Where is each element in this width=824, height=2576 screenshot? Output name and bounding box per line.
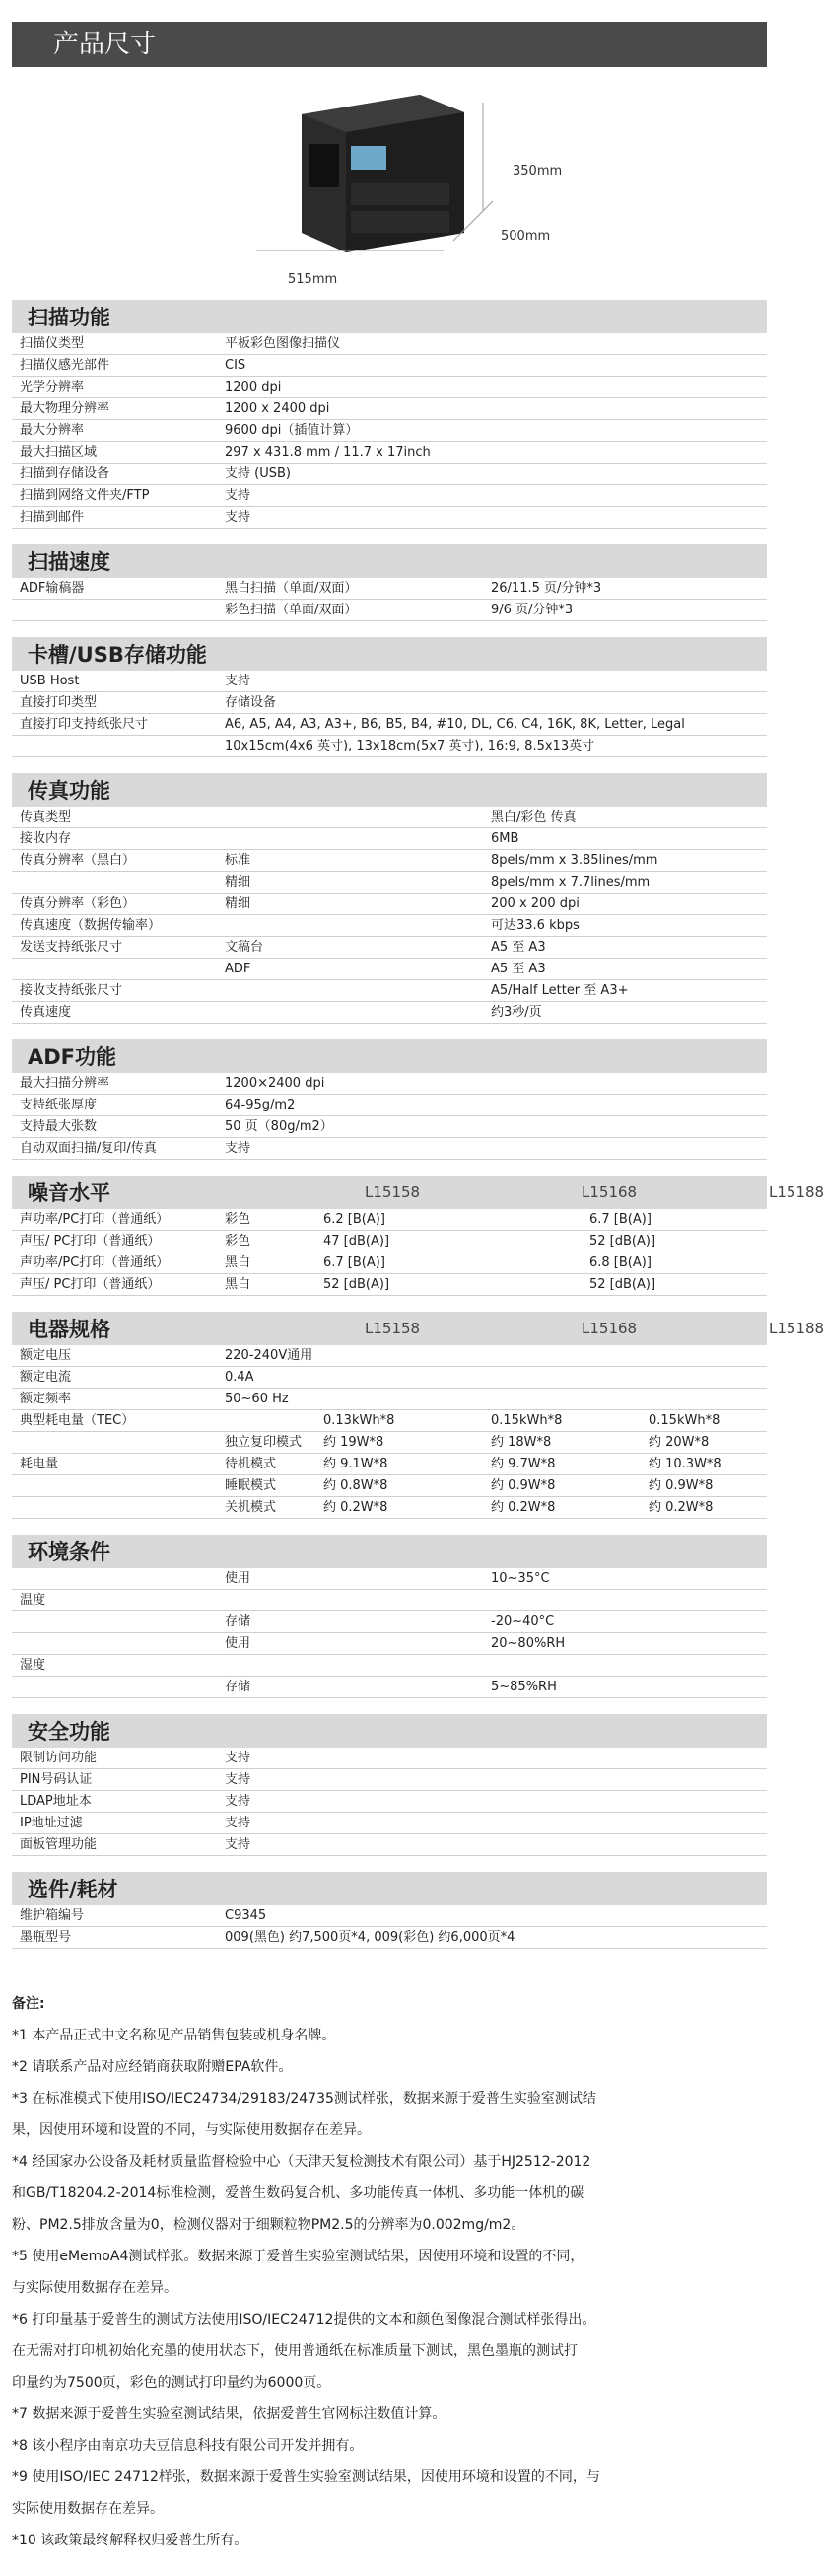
spec-value: CIS — [225, 358, 246, 373]
spec-value: ADF — [225, 962, 251, 976]
spec-value: 0.15kWh*8 — [649, 1413, 721, 1428]
spec-value: 文稿台 — [225, 940, 264, 955]
spec-value: 使用 — [225, 1636, 251, 1651]
spec-value: 关机模式 — [225, 1500, 277, 1515]
section-title: 扫描速度 — [12, 544, 767, 578]
spec-row — [12, 1095, 767, 1116]
spec-row — [12, 485, 767, 507]
spec-row — [12, 1655, 767, 1677]
spec-value: 6.8 [B(A)] — [589, 1255, 652, 1270]
spec-label — [12, 959, 219, 979]
spec-row — [12, 1432, 767, 1454]
spec-value: 52 [dB(A)] — [589, 1277, 656, 1292]
spec-row — [12, 1475, 767, 1497]
spec-row — [12, 1905, 767, 1927]
spec-row — [12, 442, 767, 464]
spec-row — [12, 1389, 767, 1410]
spec-label: USB Host — [20, 674, 80, 688]
spec-value: 支持 — [225, 1751, 251, 1765]
spec-row — [12, 1791, 767, 1813]
spec-label — [12, 1611, 219, 1632]
spec-value: 8pels/mm x 3.85lines/mm — [491, 853, 658, 868]
spec-value: 约 9.7W*8 — [491, 1457, 556, 1471]
spec-value: 存储 — [225, 1614, 251, 1629]
spec-row — [12, 333, 767, 355]
spec-value: A6, A5, A4, A3, A3+, B6, B5, B4, #10, DL, C6, C4, 16K, 8K, Letter, Legal — [225, 717, 685, 732]
model-column-header: L15158 — [365, 1320, 421, 1337]
spec-value — [485, 1655, 763, 1676]
section-title: 扫描功能 — [12, 300, 767, 333]
spec-value: 支持 — [225, 1816, 251, 1830]
spec-row — [12, 600, 767, 621]
spec-value — [219, 1410, 317, 1431]
note-item: *4 经国家办公设备及耗材质量监督检验中心（天津天复检测技术有限公司）基于HJ2512-2012 — [12, 2154, 591, 2170]
spec-label: 声功率/PC打印（普通纸） — [20, 1212, 170, 1227]
spec-label: 发送支持纸张尺寸 — [20, 940, 123, 955]
note-item: 实际使用数据存在差异。 — [12, 2501, 164, 2517]
spec-sections — [0, 300, 824, 1965]
spec-label: 传真类型 — [20, 810, 72, 824]
spec-value: 1200 dpi — [225, 380, 282, 394]
spec-value: 平板彩色图像扫描仪 — [225, 336, 341, 351]
spec-label: 扫描仪感光部件 — [20, 358, 110, 373]
spec-row — [12, 872, 767, 894]
model-column-header: L15168 — [582, 1320, 638, 1337]
spec-row — [12, 1116, 767, 1138]
note-item: 在无需对打印机初始化充墨的使用状态下，使用普通纸在标准质量下测试，黑色墨瓶的测试打 — [12, 2343, 578, 2359]
spec-row — [12, 828, 767, 850]
spec-value: 支持 — [225, 1141, 251, 1156]
spec-label: 接收支持纸张尺寸 — [20, 983, 123, 998]
spec-label: 扫描到网络文件夹/FTP — [20, 488, 150, 503]
spec-row — [12, 1927, 767, 1949]
spec-value: 1200×2400 dpi — [225, 1076, 325, 1091]
spec-row — [12, 1138, 767, 1160]
spec-value — [219, 828, 485, 849]
spec-value: A5 至 A3 — [491, 940, 546, 955]
spec-row — [12, 1497, 767, 1519]
dimension-lines — [197, 93, 611, 300]
spec-value: 200 x 200 dpi — [491, 896, 580, 911]
note-item: *8 该小程序由南京功夫豆信息科技有限公司开发并拥有。 — [12, 2438, 364, 2454]
spec-value: 1200 x 2400 dpi — [225, 401, 330, 416]
spec-label: 最大物理分辨率 — [20, 401, 110, 416]
spec-row — [12, 355, 767, 377]
spec-row — [12, 736, 767, 757]
spec-label: 声功率/PC打印（普通纸） — [20, 1255, 170, 1270]
spec-value: 50~60 Hz — [225, 1392, 289, 1406]
model-column-header: L15158 — [365, 1183, 421, 1201]
spec-value: 支持 — [225, 1794, 251, 1809]
spec-value: 64-95g/m2 — [225, 1098, 296, 1112]
note-item: *3 在标准模式下使用ISO/IEC24734/29183/24735测试样张，数据来源于爱普生实验室测试结 — [12, 2091, 596, 2107]
spec-value: 支持 — [225, 488, 251, 503]
spec-value: 约 0.8W*8 — [323, 1478, 388, 1493]
note-item: *1 本产品正式中文名称见产品销售包装或机身名牌。 — [12, 2028, 336, 2043]
spec-row — [12, 915, 767, 937]
spec-value: 约 0.9W*8 — [649, 1478, 714, 1493]
spec-label: 传真速度（数据传输率） — [20, 918, 162, 933]
notes-title: 备注: — [12, 1996, 45, 2012]
spec-label — [12, 736, 219, 756]
spec-row — [12, 671, 767, 692]
product-dimension-figure — [0, 73, 779, 300]
spec-row — [12, 1813, 767, 1834]
spec-label: 维护箱编号 — [20, 1908, 85, 1923]
spec-value: 支持 (USB) — [225, 466, 291, 481]
spec-value: 彩色 — [225, 1234, 251, 1249]
spec-value: 支持 — [225, 674, 251, 688]
spec-label: 扫描仪类型 — [20, 336, 85, 351]
spec-section — [12, 773, 767, 1024]
spec-label: 额定频率 — [20, 1392, 72, 1406]
spec-value: 220-240V通用 — [225, 1348, 313, 1363]
model-column-header: L15188 — [769, 1183, 824, 1201]
spec-value: 约 0.2W*8 — [323, 1500, 388, 1515]
spec-value: 8pels/mm x 7.7lines/mm — [491, 875, 651, 890]
spec-row — [12, 1568, 767, 1590]
spec-value: 0.15kWh*8 — [491, 1413, 563, 1428]
spec-value — [219, 1655, 485, 1676]
spec-label: 最大扫描区域 — [20, 445, 98, 460]
spec-value: 约 0.2W*8 — [649, 1500, 714, 1515]
spec-label: 传真分辨率（彩色） — [20, 896, 136, 911]
note-item: *7 数据来源于爱普生实验室测试结果，依据爱普生官网标注数值计算。 — [12, 2406, 446, 2422]
spec-value: -20~40°C — [491, 1614, 555, 1629]
spec-row — [12, 937, 767, 959]
spec-value: 待机模式 — [225, 1457, 277, 1471]
spec-row — [12, 1410, 767, 1432]
width-label: 515mm — [288, 272, 338, 287]
spec-value: 9/6 页/分钟*3 — [491, 603, 574, 617]
spec-value — [219, 1002, 485, 1023]
spec-value: 0.4A — [225, 1370, 254, 1385]
section-title: 电器规格 L15158 L15168 L15188 — [12, 1312, 767, 1345]
spec-value: 47 [dB(A)] — [323, 1234, 390, 1249]
spec-value: 10~35°C — [491, 1571, 550, 1586]
spec-row — [12, 714, 767, 736]
spec-section — [12, 637, 767, 757]
spec-value: 黑白 — [225, 1255, 251, 1270]
spec-value: 20~80%RH — [491, 1636, 566, 1651]
spec-value: 约 10.3W*8 — [649, 1457, 721, 1471]
section-title: 选件/耗材 — [12, 1872, 767, 1905]
section-title: 噪音水平 L15158 L15168 L15188 — [12, 1176, 767, 1209]
spec-value: 彩色 — [225, 1212, 251, 1227]
spec-value: 精细 — [225, 896, 251, 911]
spec-value — [219, 1590, 485, 1610]
spec-row — [12, 1274, 767, 1296]
spec-value — [219, 915, 485, 936]
spec-value: 009(黑色) 约7,500页*4, 009(彩色) 约6,000页*4 — [225, 1930, 515, 1945]
spec-label: 光学分辨率 — [20, 380, 85, 394]
spec-value: 彩色扫描（单面/双面） — [225, 603, 358, 617]
spec-value: 5~85%RH — [491, 1680, 557, 1694]
note-item: 与实际使用数据存在差异。 — [12, 2280, 177, 2296]
spec-label: 自动双面扫描/复印/传真 — [20, 1141, 157, 1156]
spec-row — [12, 1611, 767, 1633]
spec-value: 6.7 [B(A)] — [323, 1255, 385, 1270]
spec-section — [12, 1872, 767, 1949]
spec-label: 声压/ PC打印（普通纸） — [20, 1234, 161, 1249]
spec-row — [12, 959, 767, 980]
spec-section — [12, 1176, 824, 1296]
spec-label — [12, 1568, 219, 1589]
spec-label: 湿度 — [20, 1658, 46, 1673]
spec-label: LDAP地址本 — [20, 1794, 92, 1809]
spec-label: 扫描到存储设备 — [20, 466, 110, 481]
spec-label: 支持最大张数 — [20, 1119, 98, 1134]
note-item: *9 使用ISO/IEC 24712样张，数据来源于爱普生实验室测试结果，因使用环境和设置的不同，与 — [12, 2469, 600, 2485]
spec-label: 传真速度 — [20, 1005, 72, 1020]
spec-value: 6MB — [491, 831, 519, 846]
note-item: 和GB/T18204.2-2014标准检测，爱普生数码复合机、多功能传真一体机、多功能一体机的碳 — [12, 2185, 584, 2201]
height-label: 350mm — [513, 164, 563, 179]
spec-label: 传真分辨率（黑白） — [20, 853, 136, 868]
spec-row — [12, 980, 767, 1002]
spec-row — [12, 507, 767, 529]
spec-section — [12, 1714, 767, 1856]
spec-value: 约3秒/页 — [491, 1005, 542, 1020]
spec-value: 10x15cm(4x6 英寸), 13x18cm(5x7 英寸), 16:9, 8.5x13英寸 — [225, 739, 595, 753]
spec-label: 温度 — [20, 1593, 46, 1608]
note-item: 印量约为7500页，彩色的测试打印量约为6000页。 — [12, 2375, 331, 2391]
spec-label — [12, 1432, 219, 1453]
section-title: 环境条件 — [12, 1535, 767, 1568]
spec-value — [485, 1590, 763, 1610]
spec-value: 9600 dpi（插值计算） — [225, 423, 359, 438]
spec-row — [12, 850, 767, 872]
spec-value: 黑白/彩色 传真 — [491, 810, 577, 824]
spec-value: 支持 — [225, 1837, 251, 1852]
note-item: 果，因使用环境和设置的不同，与实际使用数据存在差异。 — [12, 2122, 371, 2138]
spec-label: 最大分辨率 — [20, 423, 85, 438]
notes — [12, 1988, 767, 2576]
spec-row — [12, 1231, 767, 1252]
spec-value: 52 [dB(A)] — [323, 1277, 390, 1292]
spec-label: 扫描到邮件 — [20, 510, 85, 525]
spec-value: 黑白 — [225, 1277, 251, 1292]
spec-value: 约 20W*8 — [649, 1435, 710, 1450]
spec-value: 297 x 431.8 mm / 11.7 x 17inch — [225, 445, 431, 460]
depth-label: 500mm — [501, 229, 551, 244]
spec-label: 墨瓶型号 — [20, 1930, 72, 1945]
note-item: 粉、PM2.5排放含量为0，检测仪器对于细颗粒物PM2.5的分辨率为0.002mg/m2。 — [12, 2217, 525, 2233]
spec-value: 26/11.5 页/分钟*3 — [491, 581, 602, 596]
note-item: *6 打印量基于爱普生的测试方法使用ISO/IEC24712提供的文本和颜色图像混合测试样张得出。 — [12, 2312, 596, 2327]
spec-value — [219, 807, 485, 827]
spec-label — [12, 1475, 219, 1496]
spec-label: 接收内存 — [20, 831, 72, 846]
spec-row — [12, 1834, 767, 1856]
spec-section — [12, 1312, 824, 1519]
note-item: *2 请联系产品对应经销商获取附赠EPA软件。 — [12, 2059, 293, 2075]
spec-value: 使用 — [225, 1571, 251, 1586]
spec-value — [219, 980, 485, 1001]
spec-value: 约 9.1W*8 — [323, 1457, 388, 1471]
spec-row — [12, 1209, 767, 1231]
spec-row — [12, 377, 767, 398]
spec-label: 额定电流 — [20, 1370, 72, 1385]
spec-label: PIN号码认证 — [20, 1772, 93, 1787]
spec-label — [12, 600, 219, 620]
spec-label — [12, 872, 219, 893]
spec-row — [12, 1590, 767, 1611]
spec-value: 50 页（80g/m2） — [225, 1119, 333, 1134]
spec-label: 最大扫描分辨率 — [20, 1076, 110, 1091]
spec-row — [12, 1002, 767, 1024]
spec-row — [12, 464, 767, 485]
spec-label: 直接打印支持纸张尺寸 — [20, 717, 149, 732]
note-item: *5 使用eMemoA4测试样张。数据来源于爱普生实验室测试结果，因使用环境和设置的不同， — [12, 2249, 584, 2264]
spec-value: C9345 — [225, 1908, 267, 1923]
spec-value: 存储 — [225, 1680, 251, 1694]
note-item: *10 该政策最终解释权归爱普生所有。 — [12, 2533, 248, 2548]
spec-value: 52 [dB(A)] — [589, 1234, 656, 1249]
spec-row — [12, 1748, 767, 1769]
spec-value: 约 19W*8 — [323, 1435, 384, 1450]
spec-row — [12, 807, 767, 828]
spec-row — [12, 1633, 767, 1655]
spec-row — [12, 1367, 767, 1389]
page-header — [0, 0, 779, 73]
spec-row — [12, 1677, 767, 1698]
page-title: 产品尺寸 — [12, 22, 767, 67]
spec-value: 睡眠模式 — [225, 1478, 277, 1493]
model-column-header: L15188 — [769, 1320, 824, 1337]
spec-row — [12, 692, 767, 714]
spec-value: A5/Half Letter 至 A3+ — [491, 983, 629, 998]
spec-value: 约 0.9W*8 — [491, 1478, 556, 1493]
spec-value: 独立复印模式 — [225, 1435, 303, 1450]
spec-row — [12, 1454, 767, 1475]
spec-row — [12, 894, 767, 915]
spec-section — [12, 1039, 767, 1160]
spec-label: 耗电量 — [20, 1457, 59, 1471]
spec-row — [12, 420, 767, 442]
spec-label: 支持纸张厚度 — [20, 1098, 98, 1112]
spec-value: 精细 — [225, 875, 251, 890]
spec-section — [12, 1535, 767, 1698]
spec-value: A5 至 A3 — [491, 962, 546, 976]
spec-row — [12, 578, 767, 600]
spec-value: 可达33.6 kbps — [491, 918, 580, 933]
section-title: 传真功能 — [12, 773, 767, 807]
section-title: 卡槽/USB存储功能 — [12, 637, 767, 671]
spec-label: 额定电压 — [20, 1348, 72, 1363]
spec-label: IP地址过滤 — [20, 1816, 83, 1830]
section-title: 安全功能 — [12, 1714, 767, 1748]
spec-label: 声压/ PC打印（普通纸） — [20, 1277, 161, 1292]
spec-section — [12, 300, 767, 529]
spec-value: 支持 — [225, 510, 251, 525]
spec-row — [12, 1073, 767, 1095]
section-title: ADF功能 — [12, 1039, 767, 1073]
spec-value: 标准 — [225, 853, 251, 868]
spec-value: 0.13kWh*8 — [323, 1413, 395, 1428]
spec-value: 黑白扫描（单面/双面） — [225, 581, 358, 596]
spec-row — [12, 1345, 767, 1367]
spec-label — [12, 1497, 219, 1518]
spec-value: 6.7 [B(A)] — [589, 1212, 652, 1227]
spec-value: 6.2 [B(A)] — [323, 1212, 385, 1227]
spec-section — [12, 544, 767, 621]
spec-row — [12, 398, 767, 420]
model-column-header: L15168 — [582, 1183, 638, 1201]
spec-label: 限制访问功能 — [20, 1751, 98, 1765]
spec-value: 约 18W*8 — [491, 1435, 552, 1450]
spec-label: 面板管理功能 — [20, 1837, 98, 1852]
spec-label — [12, 1633, 219, 1654]
spec-label: 典型耗电量（TEC） — [20, 1413, 135, 1428]
spec-value: 支持 — [225, 1772, 251, 1787]
spec-row — [12, 1769, 767, 1791]
spec-label — [12, 1677, 219, 1697]
spec-label: 直接打印类型 — [20, 695, 98, 710]
spec-value: 约 0.2W*8 — [491, 1500, 556, 1515]
spec-value: 存储设备 — [225, 695, 277, 710]
spec-label: ADF输稿器 — [20, 581, 85, 596]
spec-row — [12, 1252, 767, 1274]
